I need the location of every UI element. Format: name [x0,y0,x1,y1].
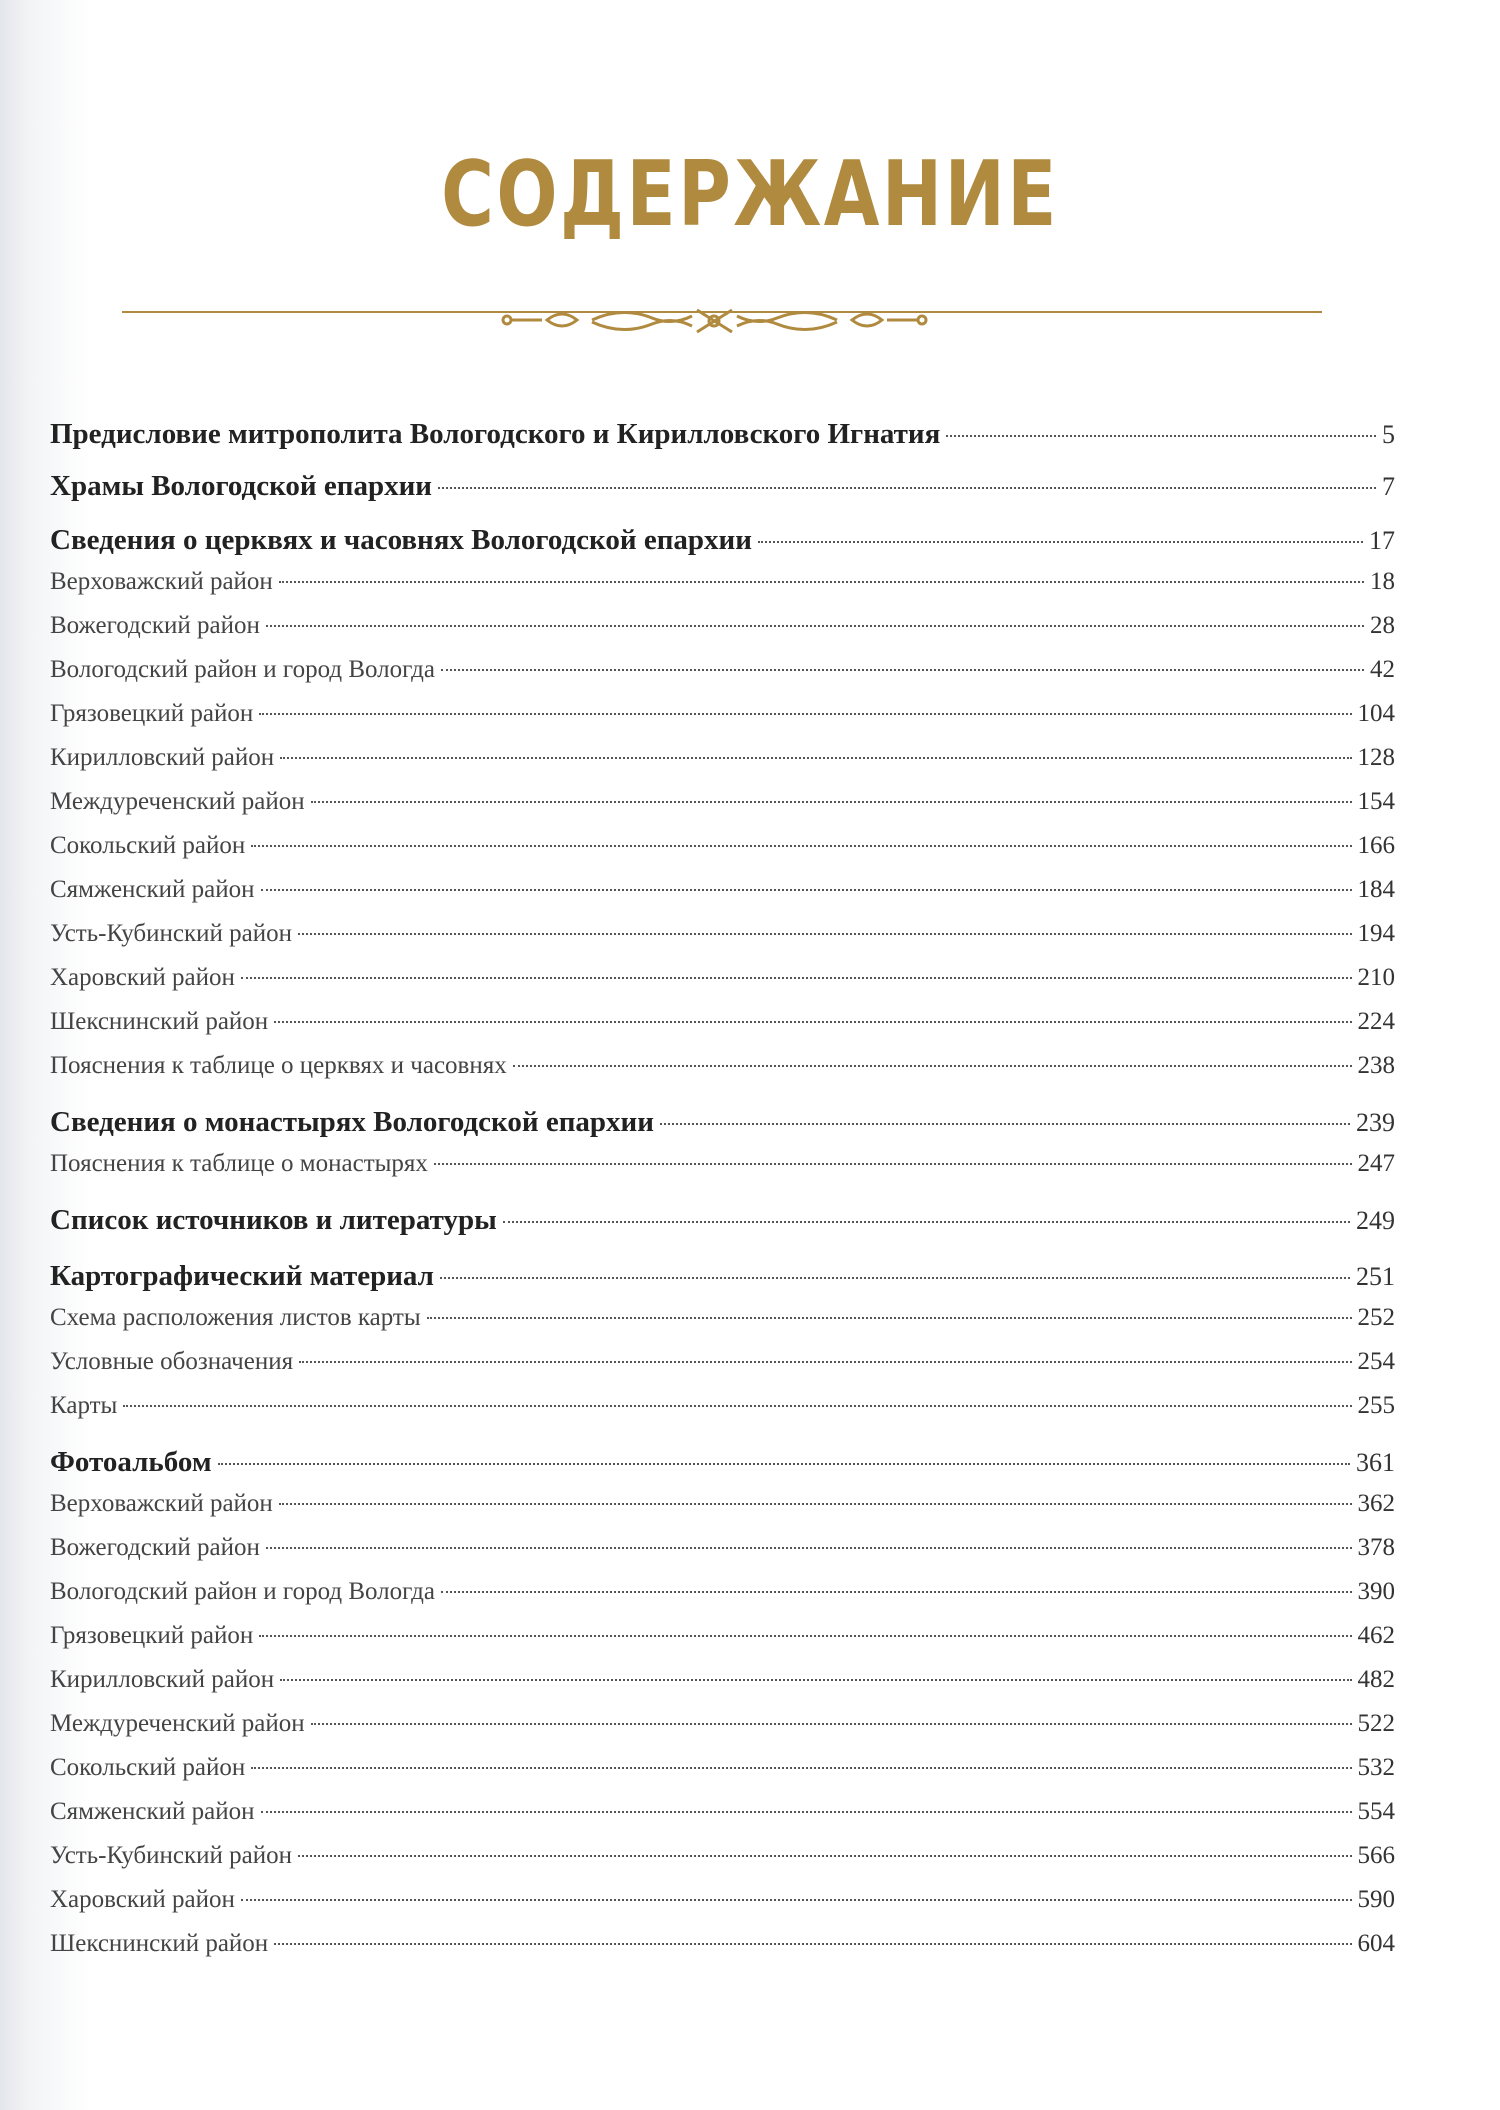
dot-leader [427,1317,1352,1319]
toc-page-number: 5 [1382,420,1395,449]
toc-entry-label: Храмы Вологодской епархии [50,470,433,502]
toc-entry-label: Условные обозначения [50,1348,294,1375]
toc-subentry [50,1666,1395,1694]
dot-leader [441,1591,1352,1593]
toc-page-number: 7 [1382,472,1395,501]
toc-subentry [50,920,1395,948]
toc-entry-label: Кирилловский район [50,1666,275,1693]
dot-leader [946,435,1376,437]
dot-leader [261,1811,1352,1813]
toc-subentry [50,656,1395,684]
toc-page-number: 532 [1357,1754,1395,1781]
toc-subentry [50,1622,1395,1650]
toc-entry-label: Шекснинский район [50,1930,269,1957]
toc-page-number: 128 [1357,744,1395,771]
toc-entry-label: Список источников и литературы [50,1204,497,1236]
dot-leader [279,1503,1352,1505]
toc-page-number: 184 [1357,876,1395,903]
toc-list [50,0,1395,2110]
toc-entry-label: Сямженский район [50,1798,255,1825]
toc-subentry [50,744,1395,772]
toc-page-number: 104 [1357,700,1395,727]
toc-entry-label: Верховажский район [50,1490,273,1517]
toc-entry-label: Усть-Кубинский район [50,920,292,947]
toc-subentry [50,1490,1395,1518]
toc-page-number: 482 [1357,1666,1395,1693]
dot-leader [434,1163,1352,1165]
dot-leader [311,1723,1352,1725]
toc-entry-label: Харовский район [50,1886,235,1913]
toc-page-number: 42 [1370,656,1395,683]
toc-subentry [50,612,1395,640]
toc-entry-label: Сведения о церквях и часовнях Вологодской епархии [50,524,752,556]
toc-entry-label: Вологодский район и город Вологда [50,656,435,683]
toc-page-number: 254 [1357,1348,1395,1375]
toc-section-entry [50,1204,1395,1237]
toc-subentry [50,1150,1395,1178]
toc-entry-label: Фотоальбом [50,1446,212,1478]
toc-page-number: 17 [1369,526,1395,555]
dot-leader [274,1943,1351,1945]
dot-leader [438,487,1376,489]
toc-page-number: 378 [1357,1534,1395,1561]
toc-entry-label: Кирилловский район [50,744,275,771]
dot-leader [280,1679,1351,1681]
toc-entry-label: Верховажский район [50,568,273,595]
toc-entry-label: Сямженский район [50,876,255,903]
toc-page-number: 224 [1357,1008,1395,1035]
toc-subentry [50,1304,1395,1332]
toc-subentry [50,1348,1395,1376]
page-title: СОДЕРЖАНИЕ [441,142,1059,247]
toc-page-number: 362 [1357,1490,1395,1517]
dot-leader [441,669,1364,671]
toc-page-number: 522 [1357,1710,1395,1737]
toc-page-number: 239 [1356,1108,1395,1137]
dot-leader [440,1277,1350,1279]
dot-leader [311,801,1352,803]
toc-page-number: 462 [1357,1622,1395,1649]
toc-page-number: 604 [1357,1930,1395,1957]
toc-subentry [50,568,1395,596]
dot-leader [261,889,1352,891]
toc-page-number: 390 [1357,1578,1395,1605]
toc-entry-label: Усть-Кубинский район [50,1842,292,1869]
toc-page-number: 251 [1356,1262,1395,1291]
toc-subentry [50,1392,1395,1420]
toc-subentry [50,876,1395,904]
toc-page-number: 210 [1357,964,1395,991]
dot-leader [241,1899,1352,1901]
dot-leader [259,713,1351,715]
toc-subentry [50,1052,1395,1080]
toc-entry-label: Междуреченский район [50,788,305,815]
toc-page-number: 166 [1357,832,1395,859]
dot-leader [123,1405,1351,1407]
dot-leader [266,625,1364,627]
toc-entry-label: Вологодский район и город Вологда [50,1578,435,1605]
toc-section-entry [50,1446,1395,1479]
toc-page-number: 154 [1357,788,1395,815]
toc-subentry [50,1886,1395,1914]
toc-page-number: 28 [1370,612,1395,639]
toc-subentry [50,832,1395,860]
toc-subentry [50,1710,1395,1738]
toc-subentry [50,788,1395,816]
dot-leader [218,1463,1350,1465]
dot-leader [513,1065,1352,1067]
toc-entry-label: Харовский район [50,964,235,991]
toc-page-number: 255 [1357,1392,1395,1419]
toc-page-number: 247 [1357,1150,1395,1177]
dot-leader [298,933,1352,935]
toc-subentry [50,700,1395,728]
dot-leader [274,1021,1351,1023]
toc-entry-label: Шекснинский район [50,1008,269,1035]
toc-section-entry [50,1106,1395,1139]
toc-subentry [50,1534,1395,1562]
dot-leader [241,977,1352,979]
toc-page-number: 18 [1370,568,1395,595]
toc-section-entry [50,1260,1395,1293]
toc-entry-label: Карты [50,1392,118,1419]
toc-page-number: 566 [1357,1842,1395,1869]
toc-entry-label: Пояснения к таблице о монастырях [50,1150,428,1177]
toc-entry-label: Схема расположения листов карты [50,1304,421,1331]
toc-page-number: 194 [1357,920,1395,947]
dot-leader [251,1767,1351,1769]
toc-subentry [50,1798,1395,1826]
toc-page-number: 590 [1357,1886,1395,1913]
dot-leader [259,1635,1351,1637]
toc-section-entry [50,470,1395,503]
toc-entry-label: Междуреченский район [50,1710,305,1737]
dot-leader [758,541,1363,543]
toc-subentry [50,1578,1395,1606]
toc-entry-label: Грязовецкий район [50,1622,254,1649]
dot-leader [660,1123,1350,1125]
toc-entry-label: Предисловие митрополита Вологодского и Кирилловского Игнатия [50,418,941,450]
toc-page-number: 554 [1357,1798,1395,1825]
toc-page-number: 249 [1356,1206,1395,1235]
toc-section-entry [50,418,1395,451]
toc-entry-label: Сокольский район [50,832,246,859]
dot-leader [503,1221,1350,1223]
toc-subentry [50,1842,1395,1870]
toc-subentry [50,1930,1395,1958]
dot-leader [280,757,1351,759]
dot-leader [266,1547,1352,1549]
toc-page-number: 238 [1357,1052,1395,1079]
toc-entry-label: Вожегодский район [50,612,260,639]
dot-leader [279,581,1364,583]
toc-page-number: 361 [1356,1448,1395,1477]
toc-entry-label: Картографический материал [50,1260,434,1292]
dot-leader [251,845,1351,847]
toc-subentry [50,1754,1395,1782]
toc-entry-label: Пояснения к таблице о церквях и часовнях [50,1052,507,1079]
toc-entry-label: Грязовецкий район [50,700,254,727]
dot-leader [299,1361,1351,1363]
toc-section-entry [50,524,1395,557]
toc-subentry [50,964,1395,992]
toc-page-number: 252 [1357,1304,1395,1331]
dot-leader [298,1855,1352,1857]
toc-entry-label: Сокольский район [50,1754,246,1781]
toc-entry-label: Вожегодский район [50,1534,260,1561]
toc-entry-label: Сведения о монастырях Вологодской епархии [50,1106,654,1138]
toc-subentry [50,1008,1395,1036]
